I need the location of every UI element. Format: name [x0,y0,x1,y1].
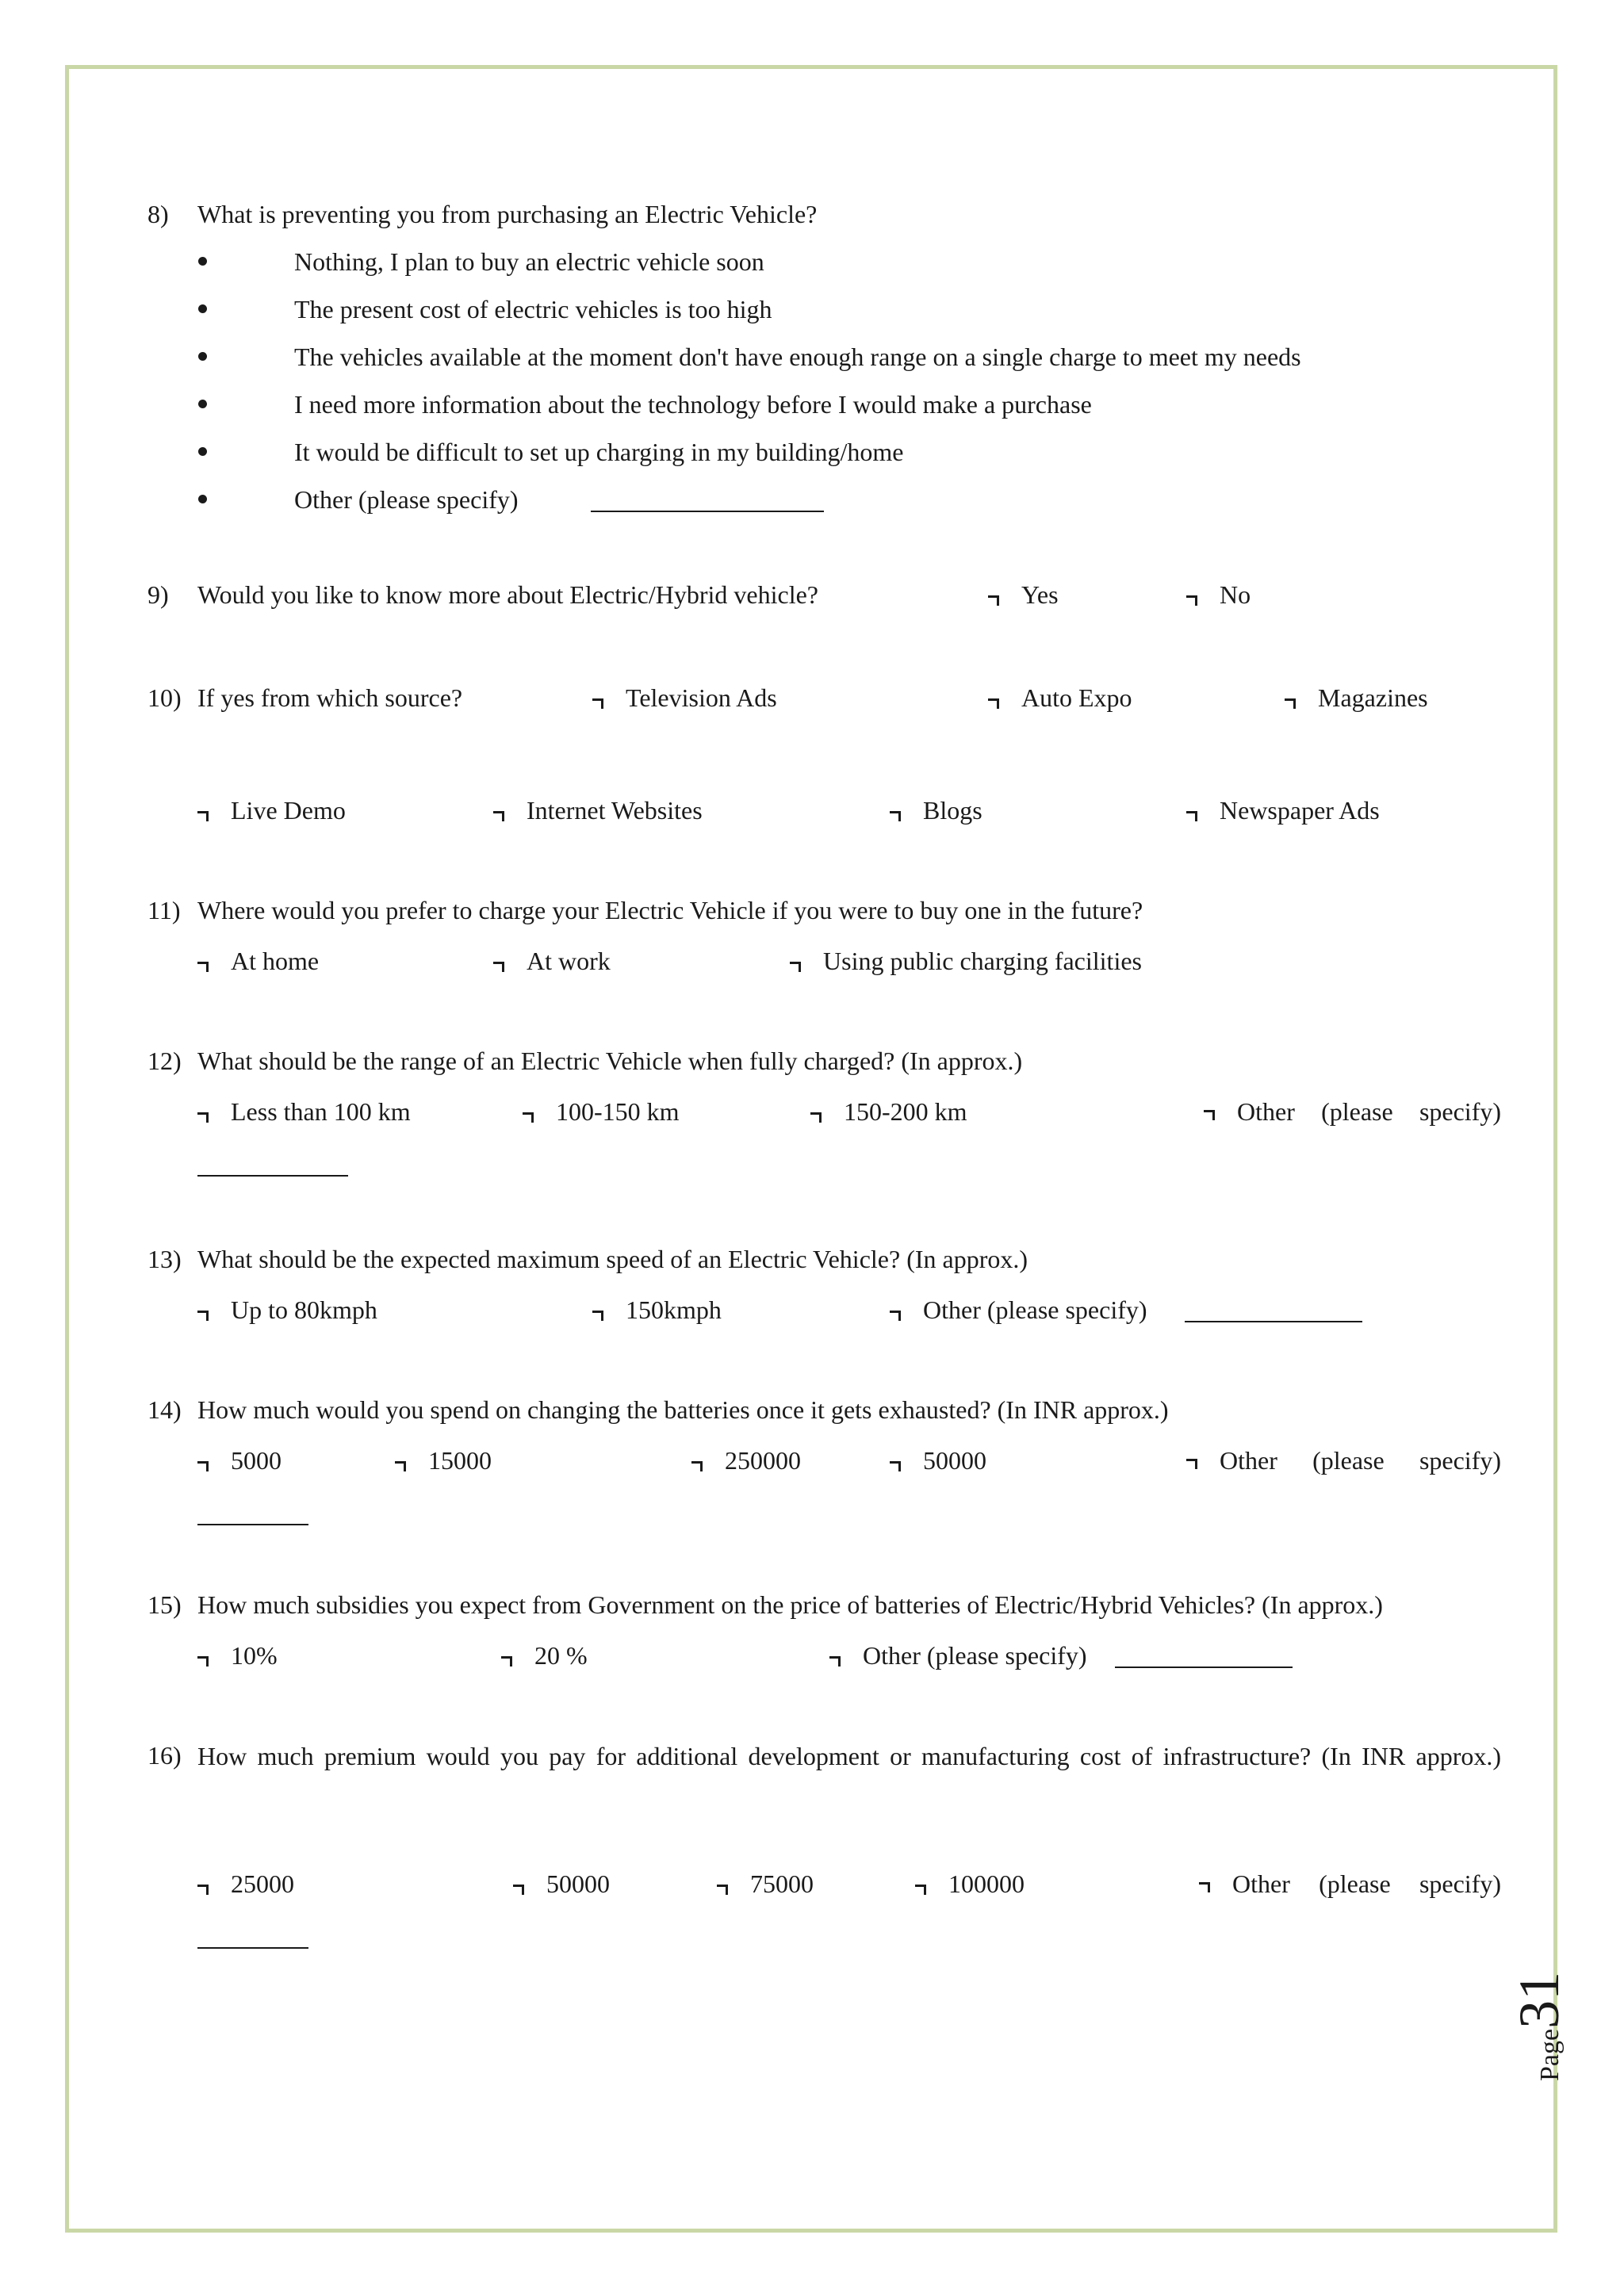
checkbox-icon[interactable] [197,962,209,972]
question-13-number: 13) [147,1245,182,1273]
bullet-icon [198,352,207,361]
checkbox-icon[interactable] [890,811,901,821]
checkbox-icon[interactable] [988,595,999,606]
q9-option-no[interactable]: No [1186,582,1251,607]
checkbox-icon[interactable] [1199,1882,1210,1892]
checkbox-icon[interactable] [592,1311,603,1321]
checkbox-icon[interactable] [1186,1459,1197,1469]
question-8-text: What is preventing you from purchasing an Electric Vehicle? [197,200,818,228]
checkbox-icon[interactable] [1204,1110,1215,1120]
bullet-icon [198,257,207,266]
q12-option-less-than-100[interactable]: Less than 100 km [197,1099,411,1124]
page-number [1507,1972,1572,2081]
checkbox-icon[interactable] [890,1461,901,1471]
checkbox-icon[interactable] [691,1461,703,1471]
page-number-value: 31 [1507,1971,1571,2029]
q8-item-6[interactable]: Other (please specify) [294,485,519,514]
checkbox-icon[interactable] [493,811,504,821]
q10-option-newspaper-ads[interactable]: Newspaper Ads [1186,798,1380,823]
checkbox-icon[interactable] [197,1656,209,1667]
question-10-number: 10) [147,683,182,712]
q10-option-magazines[interactable]: Magazines [1285,685,1428,710]
q16-option-100000[interactable]: 100000 [915,1871,1025,1896]
q12-other-blank[interactable] [197,1154,348,1177]
q16-option-75000[interactable]: 75000 [717,1871,814,1896]
q15-other-blank[interactable] [1115,1646,1293,1668]
bullet-icon [198,495,207,503]
q14-option-50000[interactable]: 50000 [890,1448,986,1473]
checkbox-icon[interactable] [592,698,603,709]
q8-item-4[interactable]: I need more information about the technology before I would make a purchase [294,390,1092,419]
bullet-icon [198,304,207,313]
q14-other-blank[interactable] [197,1503,308,1525]
q14-option-250000[interactable]: 250000 [691,1448,801,1473]
checkbox-icon[interactable] [890,1311,901,1321]
checkbox-icon[interactable] [1186,595,1197,606]
checkbox-icon[interactable] [988,698,999,709]
bullet-icon [198,400,207,408]
checkbox-icon[interactable] [1186,811,1197,821]
checkbox-icon[interactable] [197,1885,209,1895]
q12-option-150-200[interactable]: 150-200 km [810,1099,967,1124]
checkbox-icon[interactable] [395,1461,406,1471]
q8-other-blank[interactable] [591,490,824,512]
question-16-number: 16) [147,1741,182,1770]
checkbox-icon[interactable] [1285,698,1296,709]
checkbox-icon[interactable] [829,1656,841,1667]
checkbox-icon[interactable] [810,1112,822,1123]
checkbox-icon[interactable] [790,962,801,972]
q15-option-10[interactable]: 10% [197,1643,278,1668]
checkbox-icon[interactable] [493,962,504,972]
q11-option-public-charging[interactable]: Using public charging facilities [790,948,1142,974]
q10-option-internet-websites[interactable]: Internet Websites [493,798,703,823]
q12-option-other[interactable]: Other (please specify) [1204,1099,1501,1124]
q10-option-television-ads[interactable]: Television Ads [592,685,777,710]
q11-option-at-home[interactable]: At home [197,948,319,974]
q14-option-other[interactable]: Other (please specify) [1186,1448,1501,1473]
question-11-text: Where would you prefer to charge your Electric Vehicle if you were to buy one in the future? [197,896,1143,924]
q9-option-yes[interactable]: Yes [988,582,1059,607]
question-12-text: What should be the range of an Electric Vehicle when fully charged? (In approx.) [197,1047,1023,1075]
q8-item-3[interactable]: The vehicles available at the moment don't have enough range on a single charge to meet my needs [294,342,1301,371]
q8-item-5[interactable]: It would be difficult to set up charging in my building/home [294,438,904,466]
q13-option-other[interactable]: Other (please specify) [890,1297,1147,1322]
checkbox-icon[interactable] [523,1112,534,1123]
checkbox-icon[interactable] [197,1311,209,1321]
question-13-text: What should be the expected maximum speed of an Electric Vehicle? (In approx.) [197,1245,1028,1273]
checkbox-icon[interactable] [197,1112,209,1123]
q8-item-2[interactable]: The present cost of electric vehicles is too high [294,295,772,323]
q13-option-150kmph[interactable]: 150kmph [592,1297,722,1322]
q13-other-blank[interactable] [1185,1300,1362,1322]
question-9-text: Would you like to know more about Electric/Hybrid vehicle? [197,580,818,609]
q14-option-15000[interactable]: 15000 [395,1448,492,1473]
q16-option-other[interactable]: Other (please specify) [1199,1871,1501,1896]
question-12-number: 12) [147,1047,182,1075]
question-15-number: 15) [147,1590,182,1619]
page-label: Page [1535,2028,1565,2081]
checkbox-icon[interactable] [501,1656,512,1667]
checkbox-icon[interactable] [513,1885,524,1895]
question-14-number: 14) [147,1395,182,1424]
checkbox-icon[interactable] [915,1885,926,1895]
q10-option-blogs[interactable]: Blogs [890,798,982,823]
q15-option-20[interactable]: 20 % [501,1643,588,1668]
question-10-text: If yes from which source? [197,683,463,712]
q8-item-1[interactable]: Nothing, I plan to buy an electric vehicle soon [294,247,764,276]
question-9-number: 9) [147,580,169,609]
q10-option-auto-expo[interactable]: Auto Expo [988,685,1132,710]
q15-option-other[interactable]: Other (please specify) [829,1643,1087,1668]
bullet-icon [198,447,207,456]
checkbox-icon[interactable] [197,811,209,821]
checkbox-icon[interactable] [717,1885,728,1895]
question-14-text: How much would you spend on changing the batteries once it gets exhausted? (In INR approx.) [197,1395,1169,1424]
q16-other-blank[interactable] [197,1927,308,1949]
q11-option-at-work[interactable]: At work [493,948,611,974]
checkbox-icon[interactable] [197,1461,209,1471]
question-16-text: How much premium would you pay for additional development or manufacturing cost of infrastructure? (In INR approx.) [197,1742,1501,1770]
question-15-text: How much subsidies you expect from Government on the price of batteries of Electric/Hybrid Vehicles? (In approx.) [197,1590,1383,1619]
q12-option-100-150[interactable]: 100-150 km [523,1099,680,1124]
q16-option-50000[interactable]: 50000 [513,1871,610,1896]
q16-option-25000[interactable]: 25000 [197,1871,294,1896]
question-11-number: 11) [147,896,181,924]
question-8-number: 8) [147,200,169,228]
q10-option-live-demo[interactable]: Live Demo [197,798,346,823]
q13-option-up-to-80[interactable]: Up to 80kmph [197,1297,377,1322]
q14-option-5000[interactable]: 5000 [197,1448,282,1473]
